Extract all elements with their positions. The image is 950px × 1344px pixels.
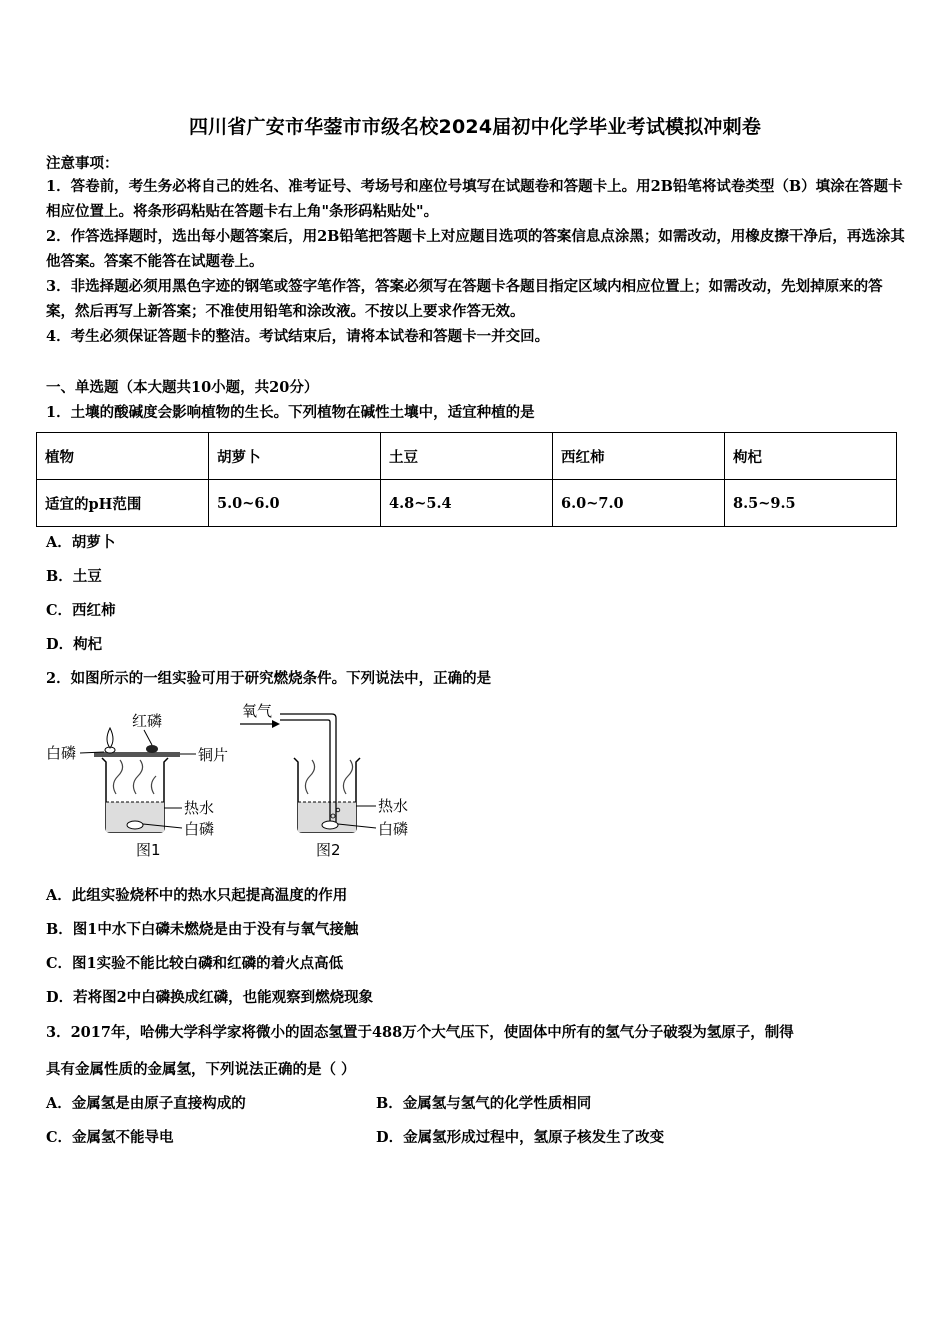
- q1-option-d: D．枸杞: [46, 636, 103, 653]
- caption-figure-2: 图2: [316, 841, 341, 859]
- q3-option-c: C．金属氢不能导电: [46, 1129, 174, 1146]
- notice-item-2: 2．作答选择题时，选出每小题答案后，用2B铅笔把答题卡上对应题目选项的答案信息点涂黑；如需改动，用橡皮擦干净后，再选涂其他答案。答案不能答在试题卷上。: [46, 228, 905, 270]
- table-row: [37, 480, 897, 527]
- q1-stem: 1．土壤的酸碱度会影响植物的生长。下列植物在碱性土壤中，适宜种植的是: [46, 404, 535, 421]
- table-cell: 4.8~5.4: [381, 480, 553, 527]
- label-white-phosphorus-1: 白磷: [184, 820, 215, 838]
- table-header-cell: 土豆: [381, 433, 553, 480]
- table-cell: 5.0~6.0: [209, 480, 381, 527]
- table-cell: 8.5~9.5: [725, 480, 897, 527]
- label-white-phosphorus-2: 白磷: [378, 820, 409, 838]
- label-white-phosphorus-plate: 白磷: [46, 744, 77, 762]
- q2-option-a: A．此组实验烧杯中的热水只起提高温度的作用: [46, 887, 348, 904]
- figure-1: [46, 712, 228, 859]
- exam-title: 四川省广安市华蓥市市级名校2024届初中化学毕业考试模拟冲刺卷: [188, 116, 762, 138]
- label-red-phosphorus: 红磷: [132, 712, 163, 730]
- table-header-cell: 枸杞: [725, 433, 897, 480]
- combustion-experiment-figure: [40, 700, 430, 870]
- flame-icon: [107, 728, 113, 748]
- notice-heading: 注意事项：: [46, 155, 119, 172]
- ph-table: [36, 432, 897, 527]
- white-phosphorus-under-water-1: [127, 821, 143, 829]
- table-cell: 适宜的pH范围: [37, 480, 209, 527]
- figure-2: [240, 702, 408, 859]
- table-header-cell: 胡萝卜: [209, 433, 381, 480]
- table-row: [37, 433, 897, 480]
- q3-option-a: A．金属氢是由原子直接构成的: [46, 1095, 246, 1112]
- label-hot-water-2: 热水: [378, 797, 409, 815]
- section-heading: 一、单选题（本大题共10小题，共20分）: [46, 379, 319, 396]
- q3-option-b: B．金属氢与氢气的化学性质相同: [376, 1095, 592, 1112]
- notice-item-4: 4．考生必须保证答题卡的整洁。考试结束后，请将本试卷和答题卡一并交回。: [46, 328, 550, 345]
- white-phosphorus-under-water-2: [322, 821, 338, 829]
- label-oxygen: 氧气: [242, 702, 273, 720]
- label-copper-plate: 铜片: [198, 746, 229, 764]
- q1-option-b: B．土豆: [46, 568, 102, 585]
- q3-option-d: D．金属氢形成过程中，氢原子核发生了改变: [376, 1129, 665, 1146]
- caption-figure-1: 图1: [136, 841, 161, 859]
- red-phosphorus: [146, 745, 158, 753]
- table-header-cell: 植物: [37, 433, 209, 480]
- label-hot-water-1: 热水: [184, 799, 215, 817]
- q3-stem-line-1: 3．2017年，哈佛大学科学家将微小的固态氢置于488万个大气压下，使固体中所有的氢气分子破裂为氢原子，制得: [46, 1024, 794, 1041]
- q2-option-b: B．图1中水下白磷未燃烧是由于没有与氧气接触: [46, 921, 359, 938]
- q2-option-c: C．图1实验不能比较白磷和红磷的着火点高低: [46, 955, 344, 972]
- q2-option-d: D．若将图2中白磷换成红磷，也能观察到燃烧现象: [46, 989, 374, 1006]
- q2-stem: 2．如图所示的一组实验可用于研究燃烧条件。下列说法中，正确的是: [46, 670, 492, 687]
- q1-option-c: C．西红柿: [46, 602, 116, 619]
- q1-option-a: A．胡萝卜: [46, 534, 116, 551]
- table-cell: 6.0~7.0: [553, 480, 725, 527]
- table-header-cell: 西红柿: [553, 433, 725, 480]
- q3-stem-line-2: 具有金属性质的金属氢，下列说法正确的是（ ）: [46, 1061, 356, 1078]
- notice-item-1: 1．答卷前，考生务必将自己的姓名、准考证号、考场号和座位号填写在试题卷和答题卡上。用2B铅笔将试卷类型（B）填涂在答题卡相应位置上。将条形码粘贴在答题卡右上角"条形码粘贴处"。: [46, 178, 903, 220]
- notice-item-3: 3．非选择题必须用黑色字迹的钢笔或签字笔作答，答案必须写在答题卡各题目指定区域内相应位置上；如需改动，先划掉原来的答案，然后再写上新答案；不准使用铅笔和涂改液。不按以上要求作答无效。: [46, 278, 883, 320]
